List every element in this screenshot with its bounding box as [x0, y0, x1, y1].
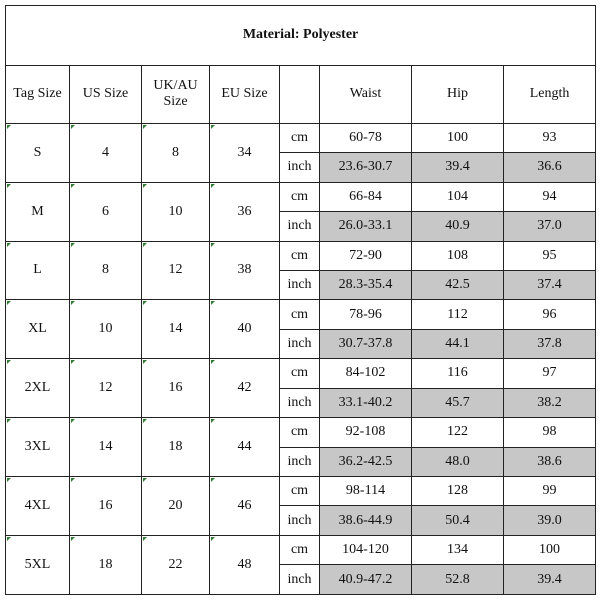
length-cm-cell: 94 — [504, 182, 596, 211]
us-size-cell: 14 — [70, 418, 142, 477]
waist-inch-cell: 38.6-44.9 — [320, 506, 412, 535]
title-row — [6, 6, 596, 66]
length-inch-cell: 37.4 — [504, 270, 596, 299]
length-inch-cell: 39.0 — [504, 506, 596, 535]
us-size-cell: 18 — [70, 535, 142, 594]
eu-size-cell: 42 — [210, 359, 280, 418]
table-row — [6, 359, 596, 388]
ukau-size-cell: 18 — [142, 418, 210, 477]
hip-cm-cell: 112 — [412, 300, 504, 329]
table-row — [6, 535, 596, 564]
tag-size-cell: S — [6, 123, 70, 182]
tag-size-cell: 5XL — [6, 535, 70, 594]
length-inch-cell: 37.0 — [504, 212, 596, 241]
ukau-size-cell: 10 — [142, 182, 210, 241]
header-eu-size: EU Size — [210, 65, 280, 123]
header-hip: Hip — [412, 65, 504, 123]
unit-inch-cell: inch — [280, 270, 320, 299]
unit-inch-cell: inch — [280, 506, 320, 535]
length-cm-cell: 93 — [504, 123, 596, 152]
waist-inch-cell: 36.2-42.5 — [320, 447, 412, 476]
length-cm-cell: 100 — [504, 535, 596, 564]
waist-inch-cell: 30.7-37.8 — [320, 329, 412, 358]
tag-size-cell: L — [6, 241, 70, 300]
unit-inch-cell: inch — [280, 212, 320, 241]
length-inch-cell: 36.6 — [504, 153, 596, 182]
header-length: Length — [504, 65, 596, 123]
unit-inch-cell: inch — [280, 388, 320, 417]
hip-cm-cell: 108 — [412, 241, 504, 270]
hip-inch-cell: 40.9 — [412, 212, 504, 241]
ukau-size-cell: 16 — [142, 359, 210, 418]
eu-size-cell: 38 — [210, 241, 280, 300]
tag-size-cell: 3XL — [6, 418, 70, 477]
header-row — [6, 65, 596, 123]
hip-inch-cell: 48.0 — [412, 447, 504, 476]
unit-cm-cell: cm — [280, 300, 320, 329]
unit-cm-cell: cm — [280, 182, 320, 211]
waist-cm-cell: 84-102 — [320, 359, 412, 388]
eu-size-cell: 36 — [210, 182, 280, 241]
waist-cm-cell: 72-90 — [320, 241, 412, 270]
waist-inch-cell: 33.1-40.2 — [320, 388, 412, 417]
header-tag-size: Tag Size — [6, 65, 70, 123]
waist-inch-cell: 40.9-47.2 — [320, 565, 412, 595]
hip-cm-cell: 128 — [412, 477, 504, 506]
hip-inch-cell: 50.4 — [412, 506, 504, 535]
unit-cm-cell: cm — [280, 359, 320, 388]
us-size-cell: 16 — [70, 477, 142, 536]
waist-cm-cell: 98-114 — [320, 477, 412, 506]
length-inch-cell: 37.8 — [504, 329, 596, 358]
header-us-size: US Size — [70, 65, 142, 123]
header-ukau-line1: UK/AU — [153, 78, 198, 94]
header-unit — [280, 65, 320, 123]
ukau-size-cell: 14 — [142, 300, 210, 359]
hip-inch-cell: 42.5 — [412, 270, 504, 299]
length-cm-cell: 98 — [504, 418, 596, 447]
length-inch-cell: 38.2 — [504, 388, 596, 417]
unit-inch-cell: inch — [280, 153, 320, 182]
hip-cm-cell: 100 — [412, 123, 504, 152]
hip-inch-cell: 52.8 — [412, 565, 504, 595]
unit-cm-cell: cm — [280, 418, 320, 447]
us-size-cell: 8 — [70, 241, 142, 300]
header-waist: Waist — [320, 65, 412, 123]
unit-cm-cell: cm — [280, 123, 320, 152]
table-row — [6, 241, 596, 270]
table-row — [6, 123, 596, 152]
unit-inch-cell: inch — [280, 447, 320, 476]
header-ukau-line2: Size — [163, 94, 188, 110]
hip-inch-cell: 39.4 — [412, 153, 504, 182]
ukau-size-cell: 12 — [142, 241, 210, 300]
hip-cm-cell: 134 — [412, 535, 504, 564]
unit-cm-cell: cm — [280, 477, 320, 506]
hip-cm-cell: 116 — [412, 359, 504, 388]
us-size-cell: 6 — [70, 182, 142, 241]
table-row — [6, 182, 596, 211]
waist-cm-cell: 104-120 — [320, 535, 412, 564]
unit-cm-cell: cm — [280, 241, 320, 270]
eu-size-cell: 44 — [210, 418, 280, 477]
hip-inch-cell: 44.1 — [412, 329, 504, 358]
length-inch-cell: 39.4 — [504, 565, 596, 595]
eu-size-cell: 40 — [210, 300, 280, 359]
waist-cm-cell: 92-108 — [320, 418, 412, 447]
size-table — [5, 5, 596, 595]
hip-cm-cell: 104 — [412, 182, 504, 211]
tag-size-cell: XL — [6, 300, 70, 359]
length-cm-cell: 99 — [504, 477, 596, 506]
length-cm-cell: 97 — [504, 359, 596, 388]
tag-size-cell: 2XL — [6, 359, 70, 418]
eu-size-cell: 34 — [210, 123, 280, 182]
waist-cm-cell: 78-96 — [320, 300, 412, 329]
table-row — [6, 300, 596, 329]
length-inch-cell: 38.6 — [504, 447, 596, 476]
unit-inch-cell: inch — [280, 329, 320, 358]
tag-size-cell: 4XL — [6, 477, 70, 536]
waist-inch-cell: 26.0-33.1 — [320, 212, 412, 241]
ukau-size-cell: 20 — [142, 477, 210, 536]
size-chart — [5, 5, 595, 595]
hip-inch-cell: 45.7 — [412, 388, 504, 417]
table-body — [6, 6, 596, 595]
material-title: Material: Polyester — [6, 6, 596, 66]
waist-cm-cell: 66-84 — [320, 182, 412, 211]
table-row — [6, 418, 596, 447]
waist-inch-cell: 28.3-35.4 — [320, 270, 412, 299]
eu-size-cell: 48 — [210, 535, 280, 594]
ukau-size-cell: 8 — [142, 123, 210, 182]
header-ukau-size — [142, 65, 210, 123]
table-row — [6, 477, 596, 506]
ukau-size-cell: 22 — [142, 535, 210, 594]
length-cm-cell: 95 — [504, 241, 596, 270]
us-size-cell: 12 — [70, 359, 142, 418]
unit-inch-cell: inch — [280, 565, 320, 595]
us-size-cell: 10 — [70, 300, 142, 359]
tag-size-cell: M — [6, 182, 70, 241]
length-cm-cell: 96 — [504, 300, 596, 329]
hip-cm-cell: 122 — [412, 418, 504, 447]
unit-cm-cell: cm — [280, 535, 320, 564]
eu-size-cell: 46 — [210, 477, 280, 536]
waist-inch-cell: 23.6-30.7 — [320, 153, 412, 182]
us-size-cell: 4 — [70, 123, 142, 182]
waist-cm-cell: 60-78 — [320, 123, 412, 152]
